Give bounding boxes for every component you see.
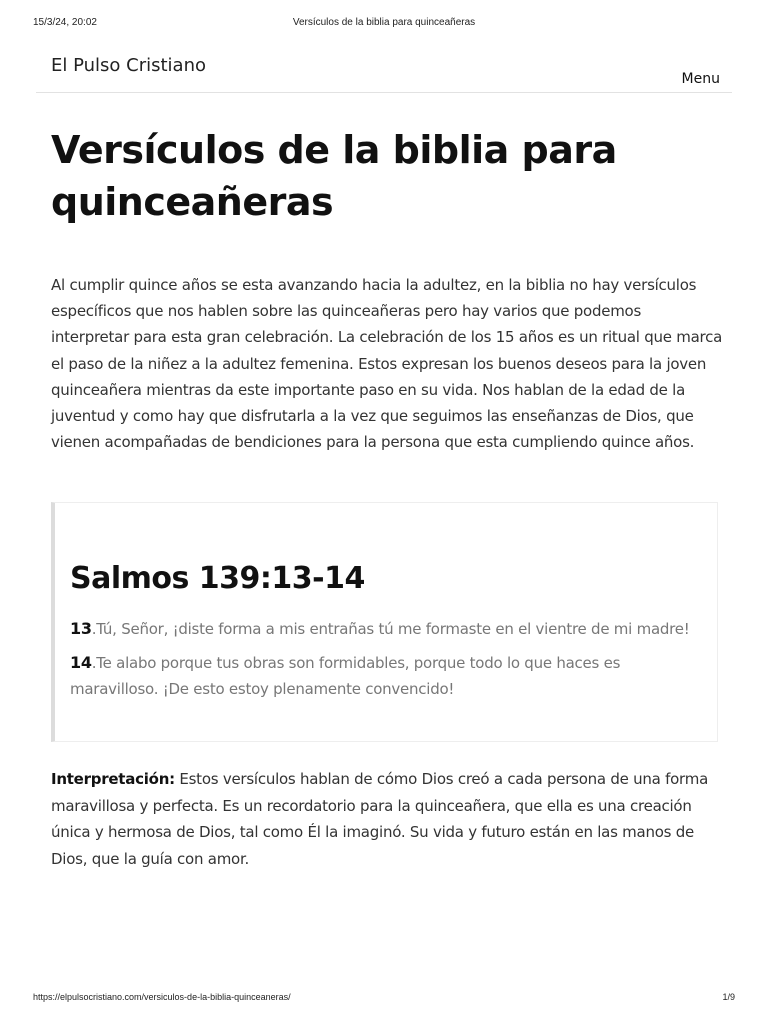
article-title (51, 124, 718, 228)
verse-item (70, 616, 700, 643)
print-page-title: Versículos de la biblia para quinceañeras (292, 17, 476, 28)
print-footer (33, 992, 735, 1006)
verse-number: 13 (70, 619, 92, 638)
verse-heading: Salmos 139:13-14 (70, 561, 365, 596)
verse-blockquote (51, 502, 718, 742)
verse-lines (70, 616, 700, 710)
print-url: https://elpulsocristiano.com/versiculos-de-la-biblia-quinceaneras/ (33, 992, 291, 1002)
intro-paragraph: Al cumplir quince años se esta avanzando hacia la adultez, en la biblia no hay versículos específicos que nos hablen sobre las quinceañeras pero hay varios que podemos interpretar para esta gran celebración. La celebración de los 15 años es un ritual que marca el paso de la niñez a la adultez femenina. Estos expresan los buenos deseos para la joven quinceañera mientras da este importante paso en su vida. Nos hablan de la edad de la juventud y como hay que disfrutarla a la vez que seguimos las enseñanzas de Dios, que vienen acompañadas de bendiciones para la persona que esta cumpliendo quince años. (51, 276, 723, 452)
verse-text: .Te alabo porque tus obras son formidables, porque todo lo que haces es maravilloso. ¡De esto estoy plenamente convencido! (70, 653, 621, 698)
article (51, 124, 723, 455)
print-page-number: 1/9 (722, 992, 735, 1002)
menu-button[interactable]: Menu (681, 71, 720, 87)
print-header (33, 17, 735, 31)
print-datetime: 15/3/24, 20:02 (33, 17, 97, 28)
interpretation-paragraph (51, 766, 723, 872)
site-name-link[interactable]: El Pulso Cristiano (51, 55, 207, 76)
site-header (36, 52, 732, 93)
article-title-line-1: Versículos de la biblia para (51, 128, 617, 172)
verse-text: .Tú, Señor, ¡diste forma a mis entrañas tú me formaste en el vientre de mi madre! (91, 620, 690, 638)
verse-item (70, 650, 700, 703)
interpretation-label: Interpretación: (51, 770, 175, 788)
verse-number: 14 (70, 652, 92, 672)
article-title-line-2: quinceañeras (51, 180, 334, 224)
interpretation-text: Estos versículos hablan de cómo Dios creó a cada persona de una forma maravillosa y perfecta. Es un recordatorio para la quinceañera, que ella es una creación única y hermosa de Dios, tal como Él la imaginó. Su vida y futuro están en las manos de Dios, que la guía con amor. (51, 770, 709, 868)
